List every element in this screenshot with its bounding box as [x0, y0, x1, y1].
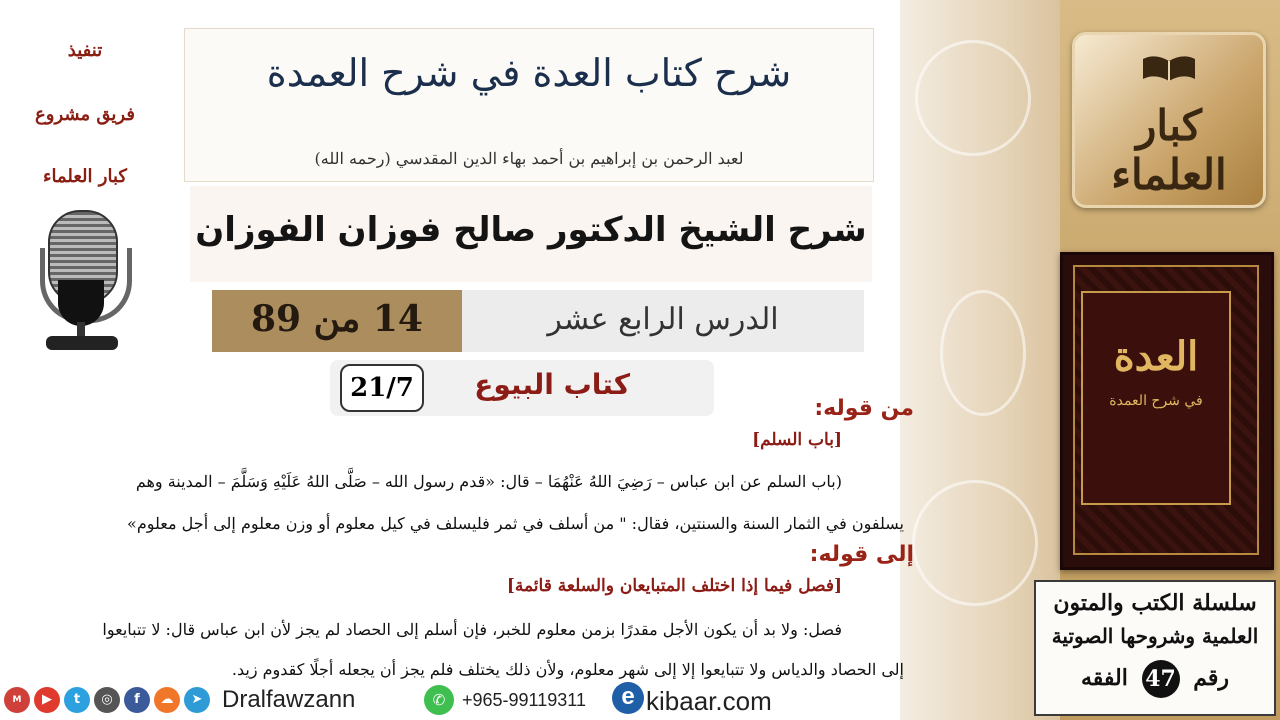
- author-line: لعبد الرحمن بن إبراهيم بن أحمد بهاء الدين المقدسي (رحمه الله): [314, 149, 744, 168]
- to-paragraph-line-1: فصل: ولا بد أن يكون الأجل مقدرًا بزمن معلوم للخبر، فإن أسلم إلى الحصاد لم يجز لأن ابن عباس قال: لا تتبايعوا: [102, 620, 842, 639]
- twitter-icon[interactable]: t: [64, 687, 90, 713]
- series-category: الفقه: [1080, 665, 1128, 691]
- facebook-icon[interactable]: f: [124, 687, 150, 713]
- lesson-label-box: [462, 290, 864, 352]
- microphone-icon-body: [58, 280, 104, 326]
- ornament-swirl: [915, 40, 1031, 156]
- gmail-icon[interactable]: M: [4, 687, 30, 713]
- book-main-title: شرح كتاب العدة في شرح العمدة: [266, 51, 792, 95]
- lesson-counter: 14 من 89: [251, 298, 423, 340]
- lesson-label: الدرس الرابع عشر: [547, 302, 779, 337]
- series-number-badge: 47: [1142, 660, 1180, 698]
- open-book-icon: [1141, 53, 1197, 83]
- lesson-counter-box: [212, 290, 462, 352]
- book-cover: [1060, 252, 1274, 570]
- instagram-icon[interactable]: ◎: [94, 687, 120, 713]
- chapter-title: كتاب البيوع: [474, 368, 630, 401]
- book-cover-panel: [1081, 291, 1231, 505]
- soundcloud-icon[interactable]: ☁: [154, 687, 180, 713]
- from-label: من قوله:: [814, 396, 914, 421]
- whatsapp-icon[interactable]: ✆: [424, 685, 454, 715]
- credit-line-3: كبار العلماء: [43, 166, 127, 187]
- credit-line-1: تنفيذ: [67, 40, 103, 61]
- logo-text: كبار العلماء: [1111, 101, 1227, 199]
- series-number-line: [1036, 660, 1274, 698]
- book-title: العدة: [1113, 333, 1199, 380]
- ekibaar-logo-icon: e: [612, 682, 644, 714]
- to-bracket: [فصل فيما إذا اختلف المتبايعان والسلعة قائمة]: [506, 576, 842, 596]
- credit-line-2: فريق مشروع: [35, 104, 135, 125]
- chapter-number: 21/7: [340, 364, 424, 412]
- series-line-1: سلسلة الكتب والمتون: [1053, 590, 1257, 616]
- from-bracket: [باب السلم]: [752, 430, 842, 450]
- series-line-2: العلمية وشروحها الصوتية: [1051, 624, 1259, 648]
- telegram-icon[interactable]: ➤: [184, 687, 210, 713]
- series-number-prefix: رقم: [1193, 665, 1229, 691]
- footer-website[interactable]: kibaar.com: [646, 686, 772, 716]
- footer-handle: Dralfawzann: [222, 686, 356, 713]
- to-paragraph-line-2: إلى الحصاد والدياس ولا تتبايعوا إلا إلى شهر معلوم، ولأن ذلك يختلف فلم يجز أن يجعله أجلًا كقدوم زيد.: [231, 660, 904, 679]
- footer-phone: +965-99119311: [462, 690, 586, 710]
- book-subtitle: في شرح العمدة: [1109, 393, 1203, 409]
- sheikh-name: شرح الشيخ الدكتور صالح فوزان الفوزان: [195, 210, 867, 250]
- series-info-box: [1034, 580, 1276, 716]
- ornament-swirl: [940, 290, 1026, 416]
- youtube-icon[interactable]: ▶: [34, 687, 60, 713]
- sheikh-box: [190, 186, 872, 282]
- footer-bar: [0, 680, 900, 720]
- to-label: إلى قوله:: [809, 542, 914, 567]
- ornament-swirl: [912, 480, 1038, 606]
- chapter-box: [330, 360, 714, 416]
- microphone-icon-base: [46, 336, 118, 350]
- title-box: [184, 28, 874, 182]
- kibar-ulama-logo: [1072, 32, 1266, 208]
- from-paragraph-line-1: (باب السلم عن ابن عباس – رَضِيَ اللهُ عَنْهُمَا – قال: «قدم رسول الله – صَلَّى اللهُ عَلَيْهِ وَسَلَّمَ – المدينة وهم: [135, 472, 842, 491]
- from-paragraph-line-2: يسلفون في الثمار السنة والسنتين، فقال: " من أسلف في ثمر فليسلف في كيل معلوم أو وزن معلوم إلى أجل معلوم»: [127, 514, 904, 533]
